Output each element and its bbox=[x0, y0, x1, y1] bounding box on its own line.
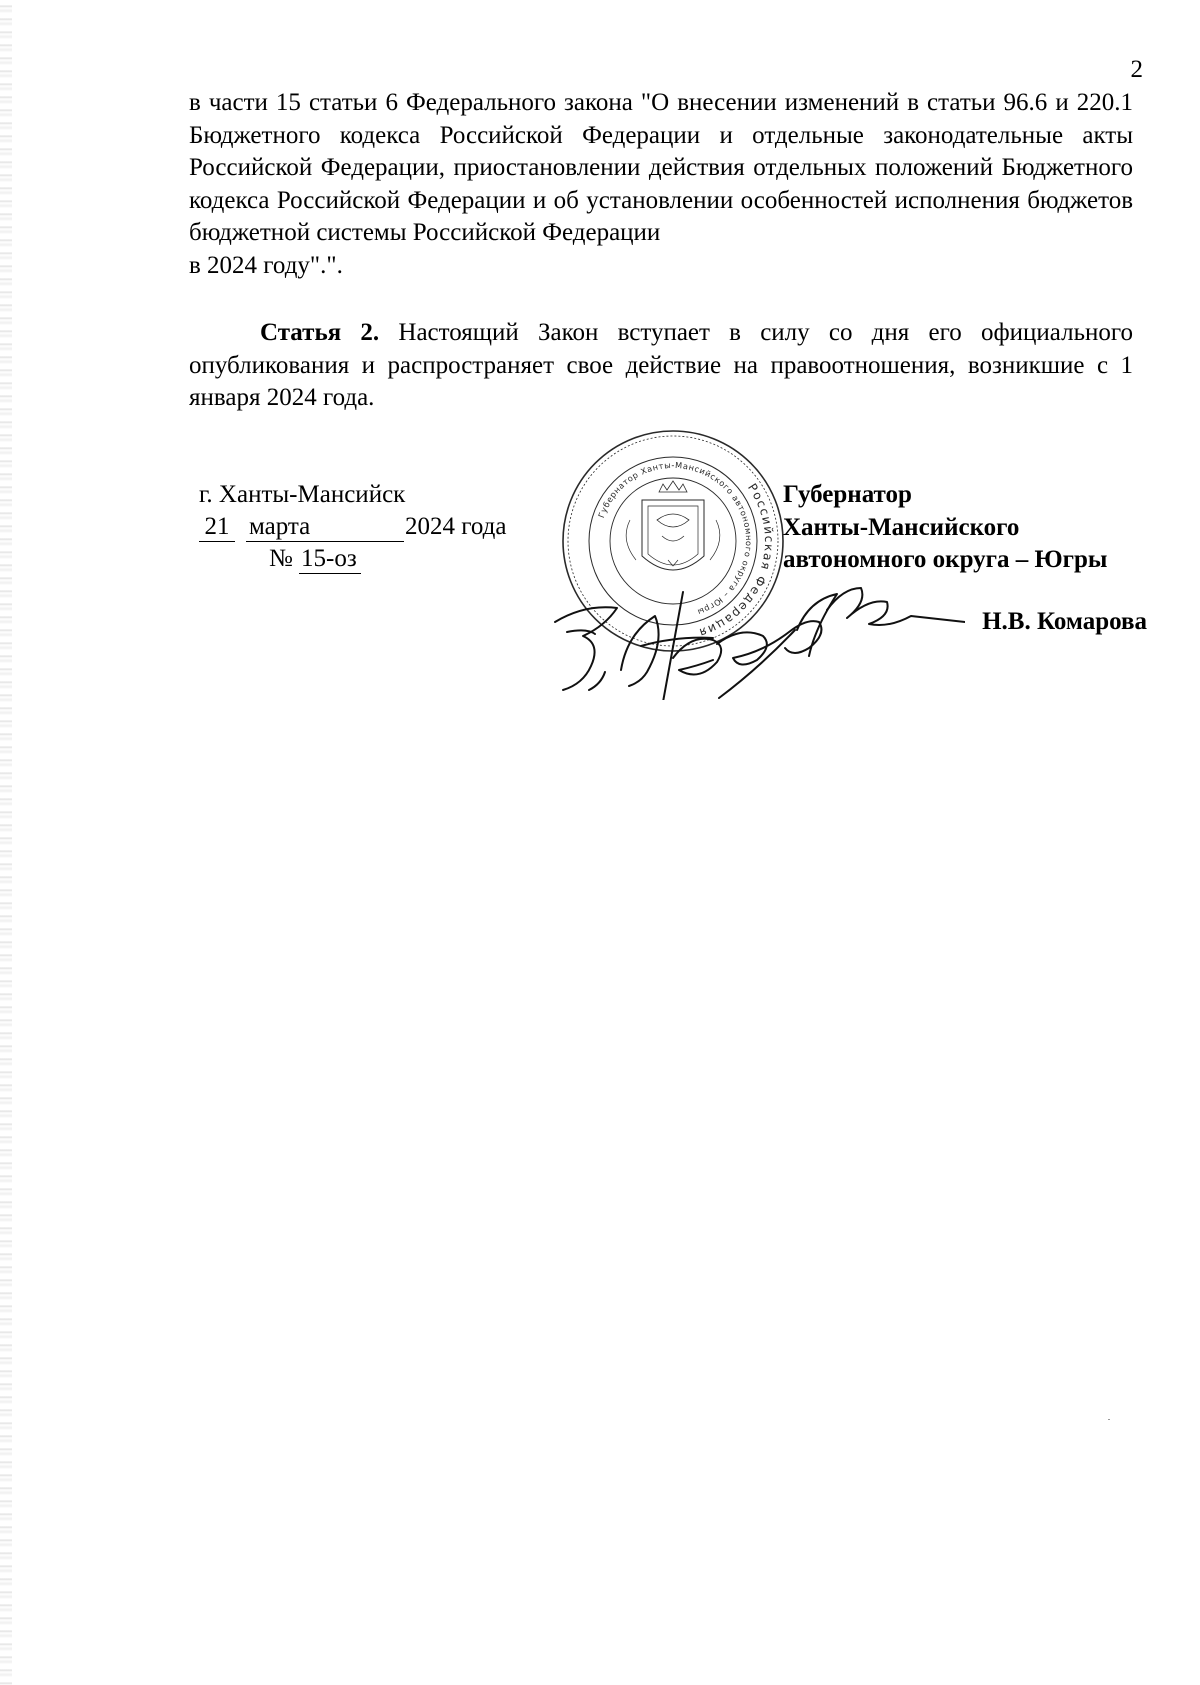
number-sign: № bbox=[269, 545, 293, 572]
city-line: г. Ханты-Мансийск bbox=[199, 481, 406, 508]
governor-title bbox=[783, 479, 1107, 577]
seal-middle-text: Губернатор Ханты-Мансийского автономного округа – Югры bbox=[596, 459, 755, 618]
governor-title-line-1: Губернатор bbox=[783, 481, 912, 508]
date-month-underline bbox=[246, 541, 404, 542]
governor-title-line-2: Ханты-Мансийского bbox=[783, 513, 1020, 541]
article-2-body: Настоящий Закон вступает в силу со дня его официального опубликования и распространяет свое действие на правоотношения, возникшие с 1 января 2024 года. bbox=[189, 319, 1133, 411]
place-date-block bbox=[199, 479, 544, 575]
page-number: 2 bbox=[1130, 56, 1143, 83]
date-line bbox=[199, 511, 544, 543]
paragraph-continued-tail: в 2024 году".". bbox=[189, 251, 343, 279]
law-number-underline bbox=[299, 573, 361, 574]
paragraph-continued bbox=[189, 87, 1133, 282]
article-2-heading: Статья 2. bbox=[260, 319, 380, 346]
law-number-line bbox=[199, 543, 544, 575]
paragraph-continued-body: в части 15 статьи 6 Федерального закона "О внесении изменений в статьи 96.6 и 220.1 Бюджетного кодекса Российской Федерации и отдельные законодательные акты Российской Федерации, приостановлении действия отдельных положений Бюджетного кодекса Российской Федерации и об установлении особенностей исполнения бюджетов бюджетной системы Российской Федерации bbox=[189, 89, 1133, 246]
article-2 bbox=[189, 317, 1133, 415]
seal-emblem-icon bbox=[626, 481, 720, 570]
handwritten-signature bbox=[545, 570, 965, 700]
scan-speck bbox=[1108, 1419, 1110, 1420]
scan-edge-artifact bbox=[0, 0, 12, 1685]
date-day-underline bbox=[199, 541, 235, 542]
governor-name: Н.В. Комарова bbox=[982, 608, 1147, 635]
governor-title-line-3: автономного округа – Югры bbox=[783, 546, 1108, 573]
law-number: 15-оз bbox=[301, 545, 357, 572]
date-day: 21 bbox=[204, 513, 230, 540]
date-month: марта bbox=[249, 513, 311, 540]
date-year: 2024 года bbox=[405, 513, 507, 540]
article-2-text bbox=[189, 317, 1133, 415]
seal-outer-text: Российская Федерация bbox=[696, 480, 777, 641]
